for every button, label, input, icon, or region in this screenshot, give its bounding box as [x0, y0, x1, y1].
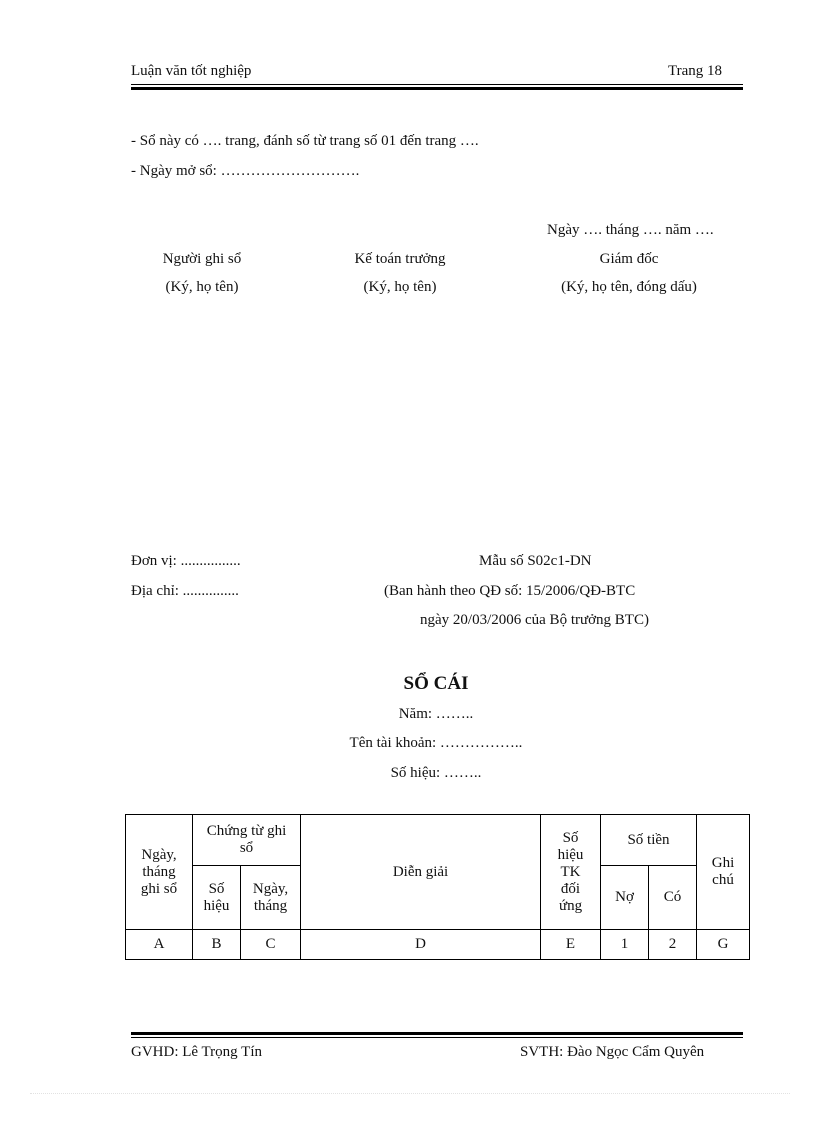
header-title: Luận văn tốt nghiệp: [131, 63, 252, 79]
issued-by: (Ban hành theo QĐ số: 15/2006/QĐ-BTC: [384, 583, 636, 599]
signature-bookkeeper: [92, 251, 312, 296]
header-voucher-number: Số hiệu: [193, 866, 241, 930]
footer-rule-thick: [131, 1032, 743, 1035]
column-code: A: [126, 930, 193, 960]
column-code: E: [541, 930, 601, 960]
column-code: D: [301, 930, 541, 960]
signature-date: Ngày …. tháng …. năm ….: [547, 222, 714, 238]
ledger-account-code: Số hiệu: ……..: [390, 765, 482, 781]
signature-role: Giám đốc: [599, 251, 659, 267]
header-debit: Nợ: [601, 866, 649, 930]
signature-note: (Ký, họ tên): [363, 279, 437, 295]
ledger-title: SỔ CÁI: [403, 673, 469, 694]
footer-advisor: GVHD: Lê Trọng Tín: [131, 1044, 262, 1060]
footer-student: SVTH: Đào Ngọc Cẩm Quyên: [520, 1044, 705, 1060]
header-amount: Số tiền: [601, 815, 697, 866]
header-credit: Có: [649, 866, 697, 930]
ledger-year: Năm: ……..: [398, 706, 474, 722]
footer-rule-thin: [131, 1037, 743, 1038]
signature-role: Kế toán trưởng: [354, 251, 446, 267]
column-code: 1: [601, 930, 649, 960]
header-voucher-date: Ngày, tháng: [241, 866, 301, 930]
header-rule-thick: [131, 87, 743, 90]
issued-date: ngày 20/03/2006 của Bộ trưởng BTC): [420, 612, 649, 628]
intro-open-date-line: - Ngày mở sổ: ……………………….: [131, 163, 360, 179]
signature-chief-accountant: [290, 251, 510, 296]
column-code: G: [697, 930, 750, 960]
signature-director: [519, 251, 739, 296]
signature-note: (Ký, họ tên): [165, 279, 239, 295]
address-line: Địa chỉ: ...............: [131, 583, 239, 599]
page-number: Trang 18: [668, 63, 723, 79]
form-number: Mẫu số S02c1-DN: [479, 553, 592, 569]
column-code: B: [193, 930, 241, 960]
intro-pages-line: - Sổ này có …. trang, đánh số từ trang số 01 đến trang ….: [131, 133, 479, 149]
header-rule-thin: [131, 84, 743, 85]
column-code-row: [126, 930, 750, 960]
header-voucher: Chứng từ ghi sổ: [193, 815, 301, 866]
header-date: Ngày, tháng ghi sổ: [126, 815, 193, 930]
column-code: 2: [649, 930, 697, 960]
unit-line: Đơn vị: ................: [131, 553, 241, 569]
header-notes: Ghi chú: [697, 815, 750, 930]
ledger-account-name: Tên tài khoản: ……………..: [349, 735, 523, 751]
header-description: Diễn giải: [301, 815, 541, 930]
ledger-table: [125, 814, 750, 960]
header-counter-account: Số hiệu TK đối ứng: [541, 815, 601, 930]
page-edge-divider: [30, 1093, 790, 1094]
signature-note: (Ký, họ tên, đóng dấu): [561, 279, 697, 295]
column-code: C: [241, 930, 301, 960]
signature-role: Người ghi sổ: [162, 251, 242, 267]
